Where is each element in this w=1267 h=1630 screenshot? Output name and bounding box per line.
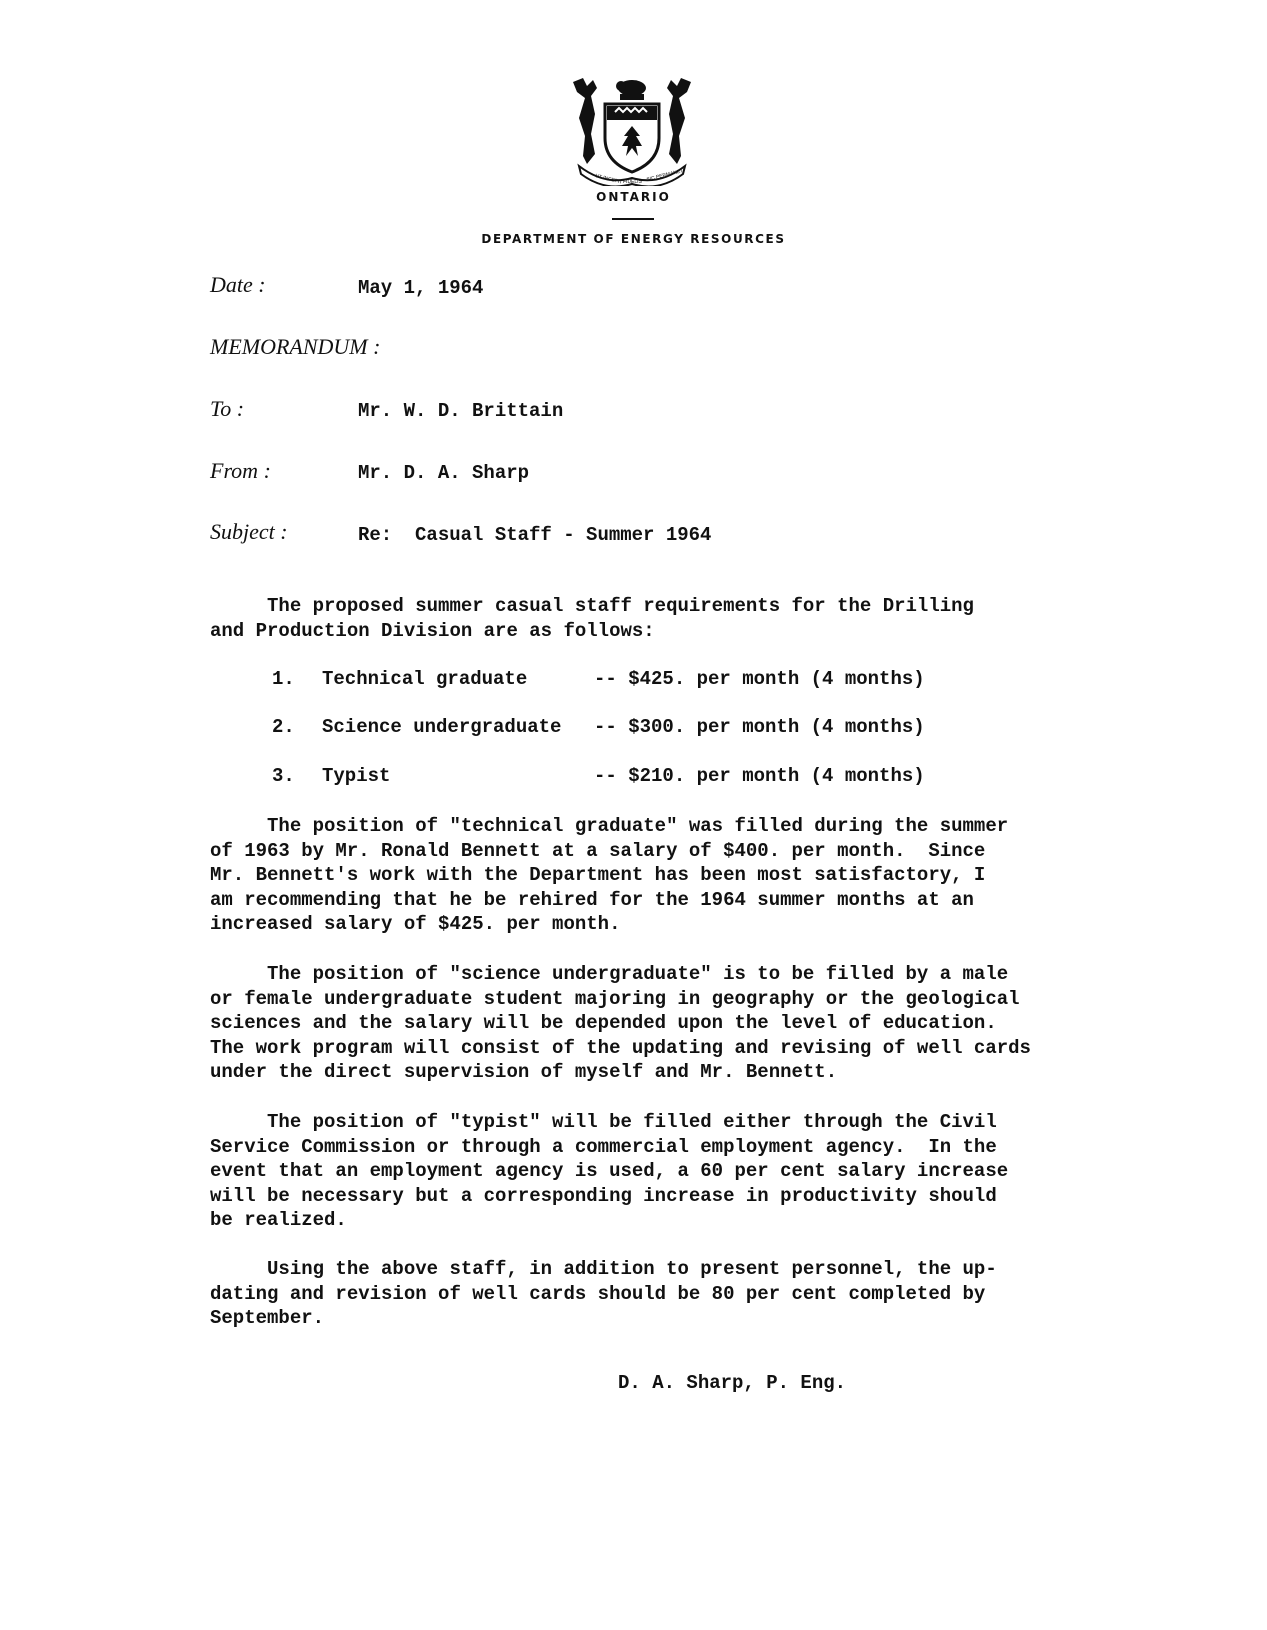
date-label: Date : <box>210 272 266 297</box>
signature: D. A. Sharp, P. Eng. <box>618 1372 847 1394</box>
ontario-coat-of-arms-icon <box>565 74 699 186</box>
staff-item-pay: -- $300. per month (4 months) <box>594 716 925 738</box>
to-value: Mr. W. D. Brittain <box>358 400 564 422</box>
province-name: ONTARIO <box>596 190 671 204</box>
date-value: May 1, 1964 <box>358 277 484 299</box>
staff-item-pay: -- $425. per month (4 months) <box>594 668 925 690</box>
staff-item-number: 1. <box>272 668 295 690</box>
typist-paragraph: The position of "typist" will be filled either through the Civil Service Commission or through a commercial employment agency. In the event that an employment agency is used, a 60 per cent salary increase will be necessary but a corresponding increase in productivity should be realized. <box>210 1111 1009 1231</box>
staff-item-role: Technical graduate <box>322 668 528 690</box>
science-undergraduate-paragraph: The position of "science undergraduate" is to be filled by a male or female undergraduate student majoring in geography or the geological sciences and the salary will be depended upon the level of education. The work program will consist of the updating and revising of well cards under the direct supervision of myself and Mr. Bennett. <box>210 963 1031 1083</box>
intro-paragraph: The proposed summer casual staff requirements for the Drilling and Production Division are as follows: <box>210 595 974 642</box>
motto-right: SIC PERMANET <box>646 168 684 183</box>
memorandum-label: MEMORANDUM : <box>210 334 381 359</box>
staff-item-role: Science undergraduate <box>322 716 562 738</box>
motto-left: UT INCEPIT <box>594 173 623 186</box>
technical-graduate-paragraph: The position of "technical graduate" was filled during the summer of 1963 by Mr. Ronald Bennett at a salary of $400. per month. Since Mr. Bennett's work with the Department has been most satisfactory, I am recommending that he be rehired for the 1964 summer months at an increased salary of $425. per month. <box>210 815 1009 935</box>
staff-item-role: Typist <box>322 765 391 787</box>
from-value: Mr. D. A. Sharp <box>358 462 530 484</box>
subject-value: Re: Casual Staff - Summer 1964 <box>358 524 712 546</box>
letterhead-divider <box>612 218 654 220</box>
to-label: To : <box>210 396 245 421</box>
completion-paragraph: Using the above staff, in addition to present personnel, the up- dating and revision of well cards should be 80 per cent completed by September. <box>210 1258 997 1329</box>
staff-item-number: 3. <box>272 765 295 787</box>
from-label: From : <box>210 458 271 483</box>
department-name: DEPARTMENT OF ENERGY RESOURCES <box>481 232 786 246</box>
staff-item-number: 2. <box>272 716 295 738</box>
subject-label: Subject : <box>210 519 288 544</box>
staff-item-pay: -- $210. per month (4 months) <box>594 765 925 787</box>
motto-center: FIDELIS <box>623 179 642 185</box>
